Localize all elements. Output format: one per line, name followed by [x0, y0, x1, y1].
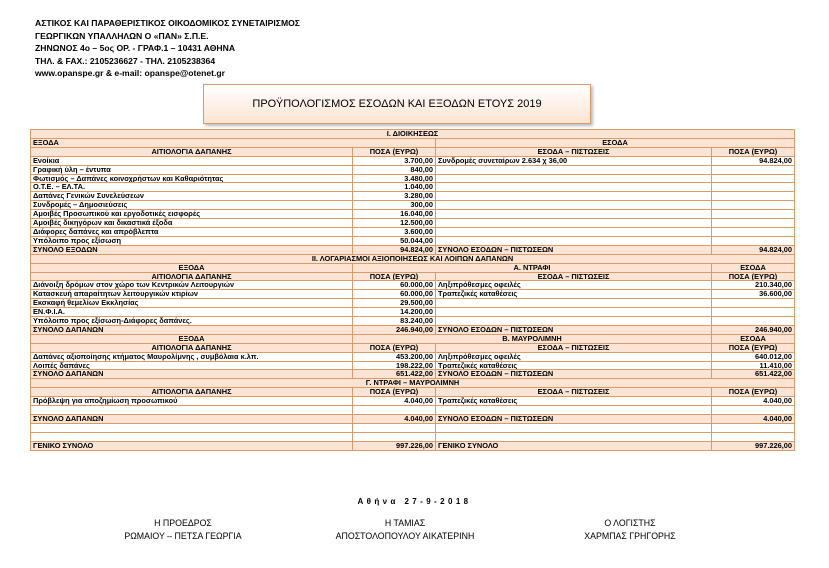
expense-label: Ενοίκια [31, 156, 353, 165]
grand-total-income-label: ΓΕΝΙΚΟ ΣΥΝΟΛΟ [436, 441, 712, 450]
table-row [31, 227, 795, 236]
table-row [31, 219, 795, 228]
total-expenses-label: ΣΥΝΟΛΟ ΔΑΠΑΝΩΝ [31, 370, 353, 379]
spacer-row [31, 432, 795, 441]
column-header-row [31, 147, 795, 156]
col-header-income: ΕΣΟΔΑ – ΠΙΣΤΩΣΕΙΣ [436, 147, 712, 156]
table-row [31, 192, 795, 201]
expense-amount: 453.200,00 [353, 352, 436, 361]
expense-label: Διάνοιξη δρόμων στον χώρο των Κεντρικών Λειτουργιών [31, 281, 353, 290]
total-row [31, 414, 795, 423]
expense-amount: 3.480,00 [353, 174, 436, 183]
col-header-amount: ΠΟΣΑ (ΕΥΡΩ) [712, 272, 795, 281]
grand-total-expenses-amount: 997.226,00 [353, 441, 436, 450]
table-row [31, 183, 795, 192]
total-expenses-amount: 94.824,00 [353, 245, 436, 254]
col-header-income: ΕΣΟΔΑ – ΠΙΣΤΩΣΕΙΣ [436, 388, 712, 397]
table-row [31, 201, 795, 210]
expense-label: Αμοιβές Προσωπικού και εργοδοτικές εισφορές [31, 210, 353, 219]
total-income-amount: 4.040,00 [712, 414, 795, 423]
total-expenses-amount: 651.422,00 [353, 370, 436, 379]
column-header-row [31, 272, 795, 281]
col-header-amount: ΠΟΣΑ (ΕΥΡΩ) [712, 388, 795, 397]
expenses-side-heading: ΕΞΟΔΑ [31, 334, 353, 343]
total-income-amount: 246.940,00 [712, 325, 795, 334]
subsection-heading-row [31, 263, 795, 272]
income-amount: 640.012,00 [712, 352, 795, 361]
expense-label: Συνδρομές – Δημοσιεύσεις [31, 201, 353, 210]
income-side-heading: ΕΣΟΔΑ [436, 138, 795, 147]
expense-amount: 50.044,00 [353, 236, 436, 245]
total-expenses-label: ΣΥΝΟΛΟ ΕΞΟΔΩΝ [31, 245, 353, 254]
signature-block-accountant [555, 517, 705, 543]
signature-block-president [98, 517, 268, 543]
income-label: Ληξιπρόθεσμες οφειλές [436, 281, 712, 290]
col-header-amount: ΠΟΣΑ (ΕΥΡΩ) [353, 343, 436, 352]
signature-name: ΧΑΡΜΠΑΣ ΓΡΗΓΟΡΗΣ [584, 531, 676, 541]
grand-total-row [31, 441, 795, 450]
expenses-side-heading: ΕΞΟΔΑ [31, 138, 436, 147]
section-heading-row [31, 254, 795, 263]
document-date: Αθήνα 27-9-2018 [357, 497, 472, 506]
expense-label: Ο.Τ.Ε. – ΕΛ.ΤΑ. [31, 183, 353, 192]
income-label: Συνδρομές συνεταίρων 2.634 χ 36,00 [436, 156, 712, 165]
col-header-amount: ΠΟΣΑ (ΕΥΡΩ) [353, 272, 436, 281]
col-header-description: ΑΙΤΙΟΛΟΓΙΑ ΔΑΠΑΝΗΣ [31, 388, 353, 397]
col-header-amount: ΠΟΣΑ (ΕΥΡΩ) [712, 147, 795, 156]
table-row [31, 236, 795, 245]
signature-name: ΡΩΜΑΙΟΥ – ΠΕΤΣΑ ΓΕΩΡΓΙΑ [124, 531, 242, 541]
income-label: Ληξιπρόθεσμες οφειλές [436, 352, 712, 361]
table-row [31, 397, 795, 406]
col-header-amount: ΠΟΣΑ (ΕΥΡΩ) [353, 147, 436, 156]
section-heading: ΙΙ. ΛΟΓΑΡΙΑΣΜΟΙ ΑΞΙΟΠΟΙΗΣΕΩΣ ΚΑΙ ΛΟΙΠΩΝ ΔΑΠΑΝΩΝ [31, 254, 795, 263]
subsection-heading: Γ. ΝΤΡΑΦΙ – ΜΑΥΡΟΛΙΜΝΗ [31, 379, 795, 388]
document-title [203, 84, 591, 124]
table-row [31, 317, 795, 326]
table-row [31, 308, 795, 317]
table-row [31, 210, 795, 219]
income-label: Τραπεζικές καταθέσεις [436, 290, 712, 299]
total-expenses-label: ΣΥΝΟΛΟ ΔΑΠΑΝΩΝ [31, 325, 353, 334]
income-amount: 11.410,00 [712, 361, 795, 370]
org-subname-line: ΓΕΩΡΓΙΚΩΝ ΥΠΑΛΛΗΛΩΝ Ο «ΠΑΝ» Σ.Π.Ε. [35, 30, 209, 41]
income-amount: 36.600,00 [712, 290, 795, 299]
expense-amount: 16.040,00 [353, 210, 436, 219]
column-header-row [31, 343, 795, 352]
table-row [31, 165, 795, 174]
total-income-label: ΣΥΝΟΛΟ ΕΣΟΔΩΝ – ΠΙΣΤΩΣΕΩΝ [436, 245, 712, 254]
document-title-text: ΠΡΟΫΠΟΛΟΓΙΣΜΟΣ ΕΣΟΔΩΝ ΚΑΙ ΕΞΟΔΩΝ ΕΤΟΥΣ 2019 [252, 98, 542, 110]
total-income-amount: 94.824,00 [712, 245, 795, 254]
expense-label: Κατασκευή απαραίτητων λειτουργικών κτιρίων [31, 290, 353, 299]
total-row [31, 370, 795, 379]
budget-table [30, 129, 795, 451]
subsection-heading: Β. ΜΑΥΡΟΛΙΜΝΗ [353, 334, 712, 343]
table-row [31, 281, 795, 290]
expense-amount: 300,00 [353, 201, 436, 210]
section-heading-row [31, 130, 795, 139]
table-row [31, 361, 795, 370]
total-income-label: ΣΥΝΟΛΟ ΕΣΟΔΩΝ – ΠΙΣΤΩΣΕΩΝ [436, 325, 712, 334]
signature-role: Η ΠΡΟΕΔΡΟΣ [154, 518, 212, 528]
grand-total-income-amount: 997.226,00 [712, 441, 795, 450]
total-expenses-amount: 4.040,00 [353, 414, 436, 423]
org-name-line: ΑΣΤΙΚΟΣ ΚΑΙ ΠΑΡΑΘΕΡΙΣΤΙΚΟΣ ΟΙΚΟΔΟΜΙΚΟΣ ΣΥΝΕΤΑΙΡΙΣΜΟΣ [35, 18, 300, 28]
subsection-heading: Α. ΝΤΡΑΦΙ [353, 263, 712, 272]
grand-total-expenses-label: ΓΕΝΙΚΟ ΣΥΝΟΛΟ [31, 441, 353, 450]
expense-label: Υπόλοιπο προς εξίσωση [31, 236, 353, 245]
expense-amount: 3.280,00 [353, 192, 436, 201]
col-header-income: ΕΣΟΔΑ – ΠΙΣΤΩΣΕΙΣ [436, 343, 712, 352]
signature-name: ΑΠΟΣΤΟΛΟΠΟΥΛΟΥ ΑΙΚΑΤΕΡΙΝΗ [335, 531, 475, 541]
side-heading-row [31, 138, 795, 147]
expense-label: Φωτισμός – Δαπάνες κοινοχρήστων και Καθαριότητας [31, 174, 353, 183]
total-expenses-amount: 246.940,00 [353, 325, 436, 334]
signature-block-treasurer [310, 517, 500, 543]
signature-role: Ο ΛΟΓΙΣΤΗΣ [604, 518, 656, 528]
expense-amount: 3.600,00 [353, 227, 436, 236]
income-amount: 210.340,00 [712, 281, 795, 290]
expense-label: Γραφική ύλη – έντυπα [31, 165, 353, 174]
expense-label: Εκσκαφή θεμελίων Εκκλησίας [31, 299, 353, 308]
subsection-heading-row [31, 334, 795, 343]
income-label: Τραπεζικές καταθέσεις [436, 397, 712, 406]
organization-header [35, 17, 300, 80]
table-row [31, 174, 795, 183]
expense-amount: 29.500,00 [353, 299, 436, 308]
table-row [31, 299, 795, 308]
expense-amount: 3.700,00 [353, 156, 436, 165]
expense-label: Διάφορες δαπάνες και απρόβλεπτα [31, 227, 353, 236]
org-web-line: www.opanspe.gr & e-mail: opanspe@otenet.gr [35, 68, 225, 79]
signature-role: Η ΤΑΜΙΑΣ [384, 518, 426, 528]
col-header-amount: ΠΟΣΑ (ΕΥΡΩ) [353, 388, 436, 397]
expense-amount: 4.040,00 [353, 397, 436, 406]
expense-label: ΕΝ.Φ.Ι.Α. [31, 308, 353, 317]
total-income-label: ΣΥΝΟΛΟ ΕΣΟΔΩΝ – ΠΙΣΤΩΣΕΩΝ [436, 370, 712, 379]
total-income-amount: 651.422,00 [712, 370, 795, 379]
col-header-income: ΕΣΟΔΑ – ΠΙΣΤΩΣΕΙΣ [436, 272, 712, 281]
org-phone-line: ΤΗΛ. & FAX.: 2105236627 - ΤΗΛ. 2105238364 [35, 55, 216, 66]
expense-amount: 14.200,00 [353, 308, 436, 317]
section-heading: Ι. ΔΙΟΙΚΗΣΕΩΣ [31, 130, 795, 139]
expense-label: Πρόβλεψη για αποζημίωση προσωπικού [31, 397, 353, 406]
total-row [31, 245, 795, 254]
expenses-side-heading: ΕΞΟΔΑ [31, 263, 353, 272]
column-header-row [31, 388, 795, 397]
income-amount: 94.824,00 [712, 156, 795, 165]
table-row [31, 290, 795, 299]
income-side-heading: ΕΣΟΔΑ [712, 334, 795, 343]
total-income-label: ΣΥΝΟΛΟ ΕΣΟΔΩΝ – ΠΙΣΤΩΣΕΩΝ [436, 414, 712, 423]
subsection-heading-row [31, 379, 795, 388]
spacer-row [31, 406, 795, 415]
income-amount: 4.040,00 [712, 397, 795, 406]
col-header-description: ΑΙΤΙΟΛΟΓΙΑ ΔΑΠΑΝΗΣ [31, 343, 353, 352]
expense-label: Αμοιβές δικηγόρων και δικαστικά έξοδα [31, 219, 353, 228]
expense-amount: 83.240,00 [353, 317, 436, 326]
income-side-heading: ΕΣΟΔΑ [712, 263, 795, 272]
spacer-row [31, 423, 795, 432]
expense-amount: 198.222,00 [353, 361, 436, 370]
expense-amount: 840,00 [353, 165, 436, 174]
expense-amount: 60.000,00 [353, 281, 436, 290]
col-header-description: ΑΙΤΙΟΛΟΓΙΑ ΔΑΠΑΝΗΣ [31, 272, 353, 281]
total-expenses-label: ΣΥΝΟΛΟ ΔΑΠΑΝΩΝ [31, 414, 353, 423]
income-label: Τραπεζικές καταθέσεις [436, 361, 712, 370]
total-row [31, 325, 795, 334]
expense-label: Λοιπές δαπάνες [31, 361, 353, 370]
expense-amount: 1.040,00 [353, 183, 436, 192]
col-header-amount: ΠΟΣΑ (ΕΥΡΩ) [712, 343, 795, 352]
table-row [31, 156, 795, 165]
expense-amount: 12.500,00 [353, 219, 436, 228]
expense-label: Δαπάνες Γενικών Συνελεύσεων [31, 192, 353, 201]
expense-label: Υπόλοιπο προς εξίσωση-Διάφορες δαπάνες. [31, 317, 353, 326]
expense-label: Δαπάνες αξιοποίησης κτήματος Μαυρολίμνης , συμβόλαια κ.λπ. [31, 352, 353, 361]
col-header-description: ΑΙΤΙΟΛΟΓΙΑ ΔΑΠΑΝΗΣ [31, 147, 353, 156]
expense-amount: 60.000,00 [353, 290, 436, 299]
table-row [31, 352, 795, 361]
org-address-line: ΖΗΝΩΝΟΣ 4ο – 5ος ΟΡ. - ΓΡΑΦ.1 – 10431 ΑΘΗΝΑ [35, 43, 236, 54]
